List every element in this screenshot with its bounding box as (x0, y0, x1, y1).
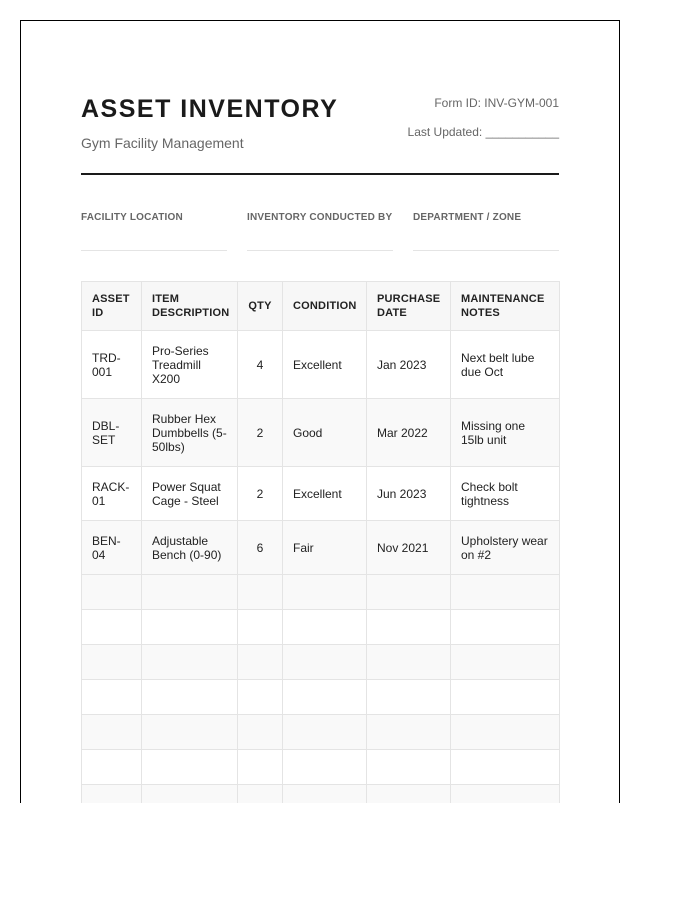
cell-item-description[interactable] (142, 715, 238, 750)
cell-qty[interactable] (238, 785, 283, 804)
cell-maintenance-notes: Next belt lube due Oct (451, 331, 560, 399)
table-row (82, 680, 560, 715)
cell-qty: 4 (238, 331, 283, 399)
cell-maintenance-notes[interactable] (451, 645, 560, 680)
cell-condition[interactable] (283, 575, 367, 610)
facility-location-field[interactable] (81, 212, 227, 223)
column-header-qty: QTY (238, 282, 283, 331)
inventory-conducted-by-label: INVENTORY CONDUCTED BY (247, 212, 393, 223)
cell-purchase-date[interactable] (367, 715, 451, 750)
cell-condition[interactable] (283, 750, 367, 785)
table-row (82, 715, 560, 750)
cell-item-description[interactable] (142, 645, 238, 680)
header-divider (81, 173, 559, 175)
table-row (82, 645, 560, 680)
cell-asset-id[interactable] (82, 715, 142, 750)
cell-qty: 2 (238, 399, 283, 467)
cell-qty[interactable] (238, 715, 283, 750)
cell-qty[interactable] (238, 680, 283, 715)
cell-asset-id: TRD-001 (82, 331, 142, 399)
cell-item-description: Pro-Series Treadmill X200 (142, 331, 238, 399)
cell-asset-id: DBL-SET (82, 399, 142, 467)
cell-maintenance-notes: Check bolt tightness (451, 467, 560, 521)
cell-maintenance-notes[interactable] (451, 715, 560, 750)
cell-condition: Good (283, 399, 367, 467)
column-header-condition: CONDITION (283, 282, 367, 331)
cell-maintenance-notes[interactable] (451, 680, 560, 715)
cell-asset-id[interactable] (82, 610, 142, 645)
cell-condition: Excellent (283, 331, 367, 399)
cell-asset-id: RACK-01 (82, 467, 142, 521)
cell-condition: Excellent (283, 467, 367, 521)
table-row (82, 610, 560, 645)
cell-asset-id[interactable] (82, 680, 142, 715)
cell-condition[interactable] (283, 785, 367, 804)
inventory-conducted-by-line (247, 250, 393, 251)
form-fields (81, 212, 559, 252)
facility-location-label: FACILITY LOCATION (81, 212, 183, 223)
column-header-item-description: ITEM DESCRIPTION (142, 282, 238, 331)
column-header-asset-id: ASSET ID (82, 282, 142, 331)
table-row (82, 331, 560, 399)
column-header-purchase-date: PURCHASE DATE (367, 282, 451, 331)
department-zone-field[interactable] (413, 212, 559, 223)
cell-purchase-date[interactable] (367, 680, 451, 715)
cell-item-description: Rubber Hex Dumbbells (5-50lbs) (142, 399, 238, 467)
department-zone-label: DEPARTMENT / ZONE (413, 212, 522, 223)
cell-qty: 2 (238, 467, 283, 521)
cell-maintenance-notes[interactable] (451, 575, 560, 610)
cell-item-description[interactable] (142, 610, 238, 645)
cell-condition[interactable] (283, 610, 367, 645)
cell-condition[interactable] (283, 645, 367, 680)
page-subtitle: Gym Facility Management (81, 135, 244, 151)
cell-purchase-date: Jan 2023 (367, 331, 451, 399)
column-header-maintenance-notes: MAINTENANCE NOTES (451, 282, 560, 331)
cell-purchase-date[interactable] (367, 785, 451, 804)
table-row (82, 785, 560, 804)
table-row (82, 467, 560, 521)
asset-table (81, 281, 560, 803)
cell-item-description[interactable] (142, 785, 238, 804)
cell-condition: Fair (283, 521, 367, 575)
cell-item-description[interactable] (142, 575, 238, 610)
cell-item-description[interactable] (142, 750, 238, 785)
last-updated (408, 125, 559, 139)
cell-maintenance-notes[interactable] (451, 750, 560, 785)
cell-condition[interactable] (283, 680, 367, 715)
cell-qty[interactable] (238, 645, 283, 680)
table-body (82, 331, 560, 804)
last-updated-blank: ___________ (485, 125, 559, 139)
cell-asset-id[interactable] (82, 750, 142, 785)
cell-asset-id[interactable] (82, 785, 142, 804)
cell-item-description[interactable] (142, 680, 238, 715)
cell-purchase-date[interactable] (367, 575, 451, 610)
cell-purchase-date[interactable] (367, 645, 451, 680)
cell-qty: 6 (238, 521, 283, 575)
inventory-conducted-by-field[interactable] (247, 212, 393, 223)
table-row (82, 575, 560, 610)
cell-qty[interactable] (238, 750, 283, 785)
cell-asset-id[interactable] (82, 645, 142, 680)
facility-location-line (81, 250, 227, 251)
cell-item-description: Power Squat Cage - Steel (142, 467, 238, 521)
cell-purchase-date[interactable] (367, 610, 451, 645)
page-title: ASSET INVENTORY (81, 95, 339, 123)
cell-maintenance-notes[interactable] (451, 610, 560, 645)
cell-purchase-date: Mar 2022 (367, 399, 451, 467)
cell-maintenance-notes: Upholstery wear on #2 (451, 521, 560, 575)
cell-maintenance-notes: Missing one 15lb unit (451, 399, 560, 467)
cell-maintenance-notes[interactable] (451, 785, 560, 804)
cell-qty[interactable] (238, 610, 283, 645)
cell-qty[interactable] (238, 575, 283, 610)
table-row (82, 399, 560, 467)
cell-purchase-date: Jun 2023 (367, 467, 451, 521)
table-row (82, 750, 560, 785)
form-id: Form ID: INV-GYM-001 (434, 96, 559, 110)
last-updated-label: Last Updated: (407, 125, 483, 139)
table-header-row (82, 282, 560, 331)
cell-condition[interactable] (283, 715, 367, 750)
cell-asset-id[interactable] (82, 575, 142, 610)
cell-purchase-date[interactable] (367, 750, 451, 785)
cell-purchase-date: Nov 2021 (367, 521, 451, 575)
department-zone-line (413, 250, 559, 251)
cell-asset-id: BEN-04 (82, 521, 142, 575)
document-page (20, 20, 620, 803)
cell-item-description: Adjustable Bench (0-90) (142, 521, 238, 575)
table-row (82, 521, 560, 575)
